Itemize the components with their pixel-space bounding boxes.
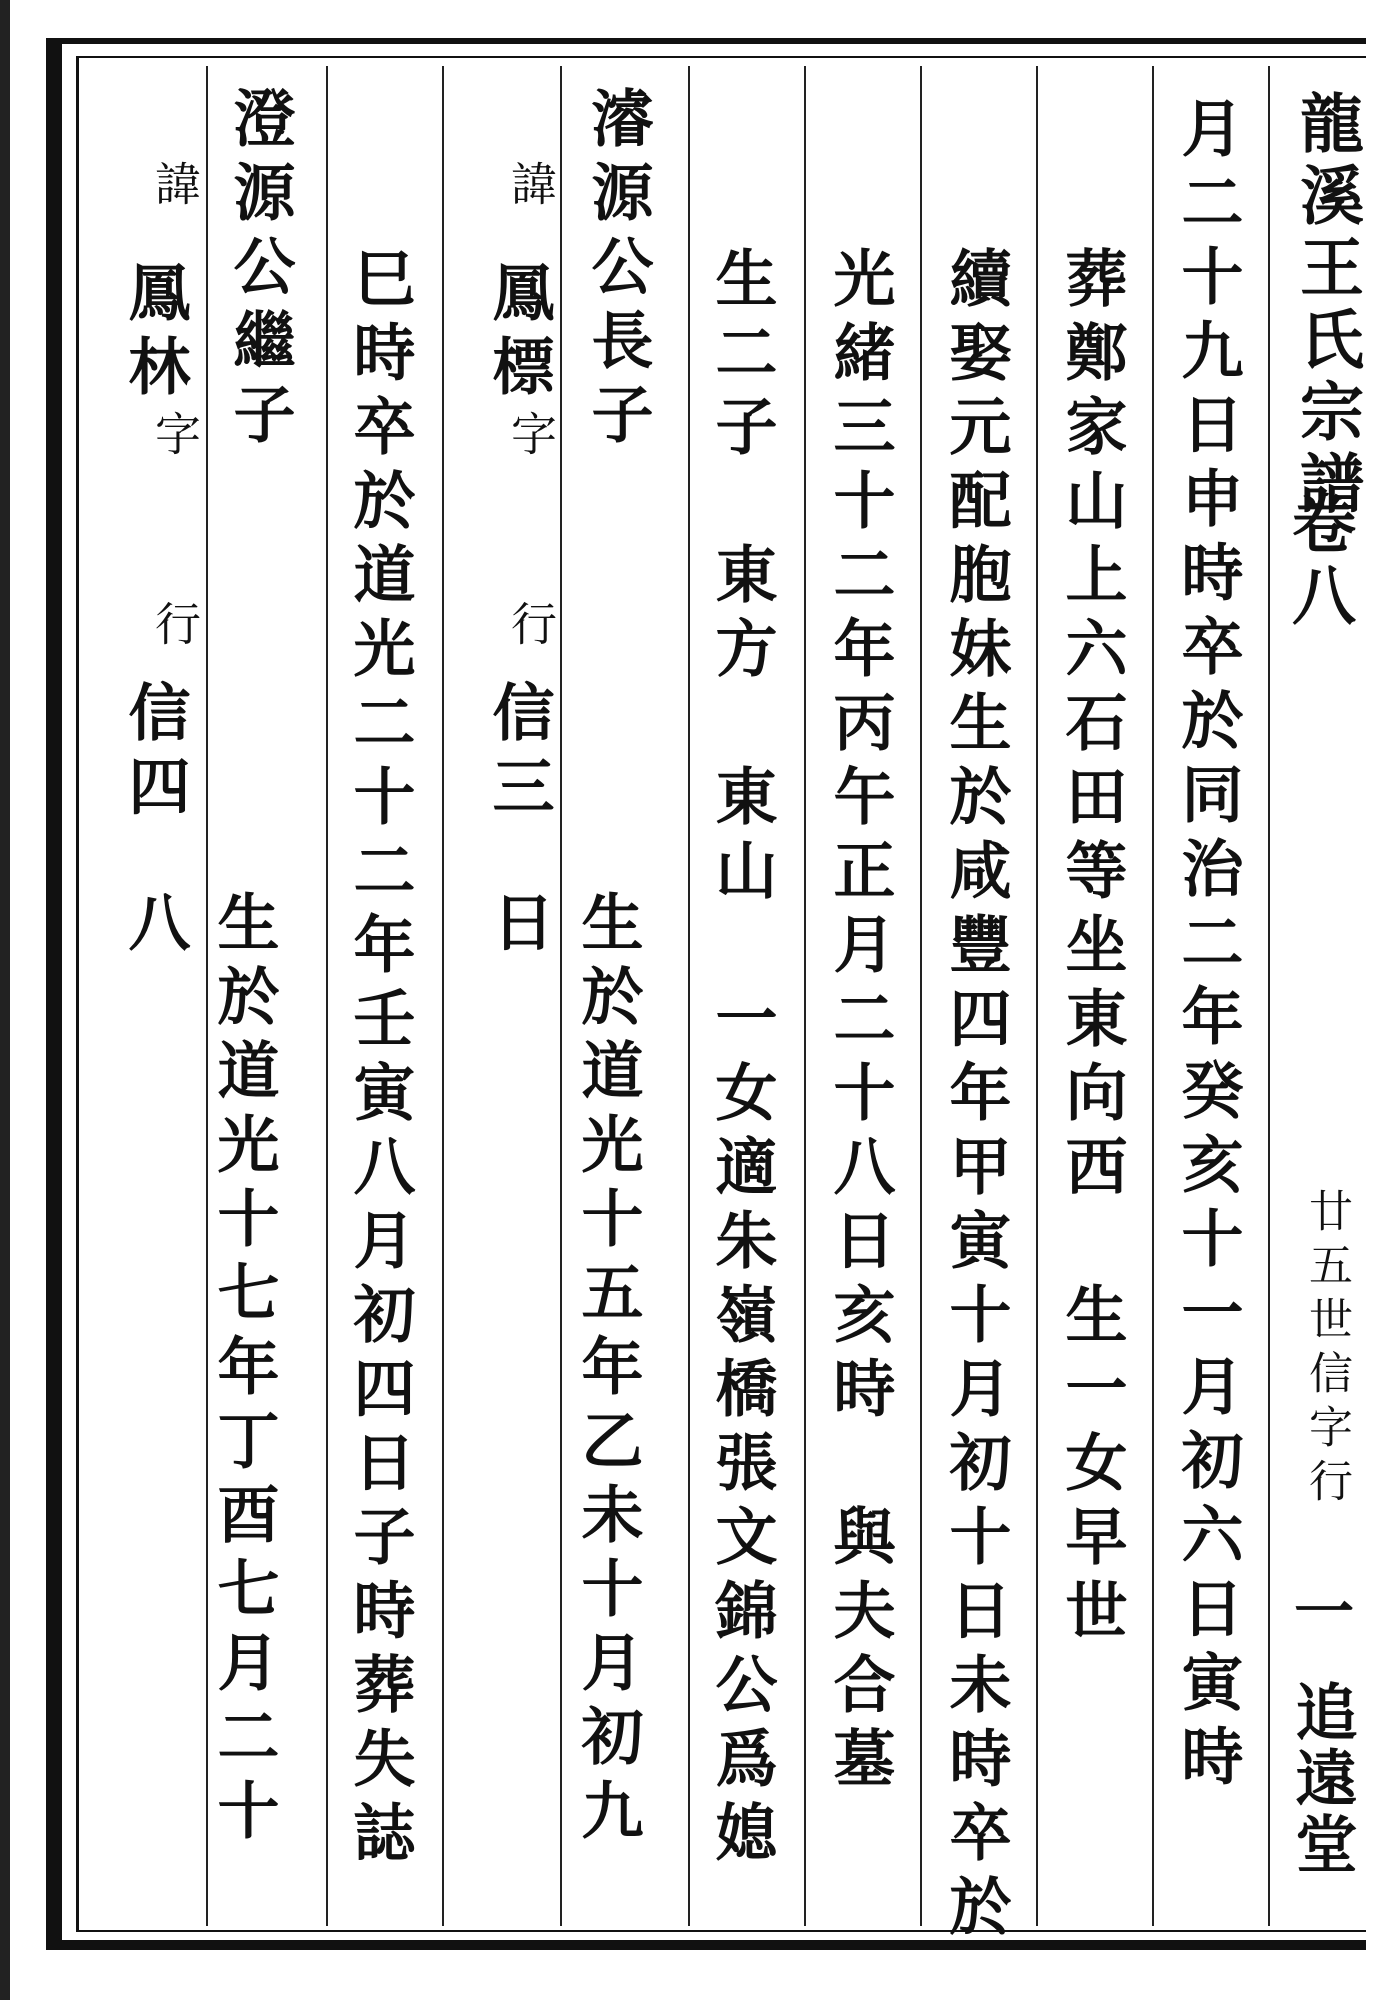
- column-rule: [1036, 66, 1038, 1926]
- column-rule: [442, 66, 444, 1926]
- heading-column: 澄源公繼子: [223, 86, 296, 456]
- text-column: 月二十九日申時卒於同治二年癸亥十一月初六日寅時: [1171, 96, 1244, 1798]
- heading-column: 濬源公長子: [581, 86, 654, 456]
- birth-text: 生於道光十五年乙未十月初九日: [482, 890, 644, 1852]
- label-hui: 諱: [148, 160, 202, 224]
- text-column: 續娶元配胞妹生於咸豐四年甲寅十月初十日未時卒於: [939, 246, 1012, 1948]
- given-name: 鳳標: [482, 260, 555, 408]
- column-rule: [1268, 66, 1270, 1926]
- birth-text: 生於道光十七年丁酉七月二十八: [118, 890, 280, 1852]
- generation-note: 廿五世信字行: [1301, 1188, 1352, 1512]
- rank: 信四: [118, 680, 191, 828]
- label-xing: 行: [148, 600, 202, 664]
- text-column: 光緒三十二年丙午正月二十八日亥時 與夫合墓: [823, 246, 896, 1800]
- label-hui: 諱: [504, 160, 558, 224]
- hall-name: 追遠堂: [1285, 1680, 1358, 1878]
- text-column: 生二子 東方 東山 一女適朱嶺橋張文錦公爲媳: [705, 246, 778, 1874]
- text-column: 巳時卒於道光二十二年壬寅八月初四日子時葬失誌: [343, 246, 416, 1874]
- column-rule: [804, 66, 806, 1926]
- label-zi: 字: [504, 410, 558, 474]
- column-rule: [688, 66, 690, 1926]
- label-zi: 字: [148, 410, 202, 474]
- text-column: 葬鄭家山上六石田等坐東向西 生一女早世: [1055, 246, 1128, 1652]
- column-rule: [1152, 66, 1154, 1926]
- page-edge: [0, 0, 10, 2000]
- label-xing: 行: [504, 600, 558, 664]
- volume-label: 卷八: [1281, 490, 1356, 634]
- margin-strip: [1272, 60, 1392, 1940]
- rank: 信三: [482, 680, 555, 828]
- given-name: 鳳林: [118, 260, 191, 408]
- page-number: 一: [1284, 1580, 1354, 1640]
- column-rule: [326, 66, 328, 1926]
- book-title: 龍溪王氏宗譜: [1289, 90, 1364, 522]
- column-rule: [920, 66, 922, 1926]
